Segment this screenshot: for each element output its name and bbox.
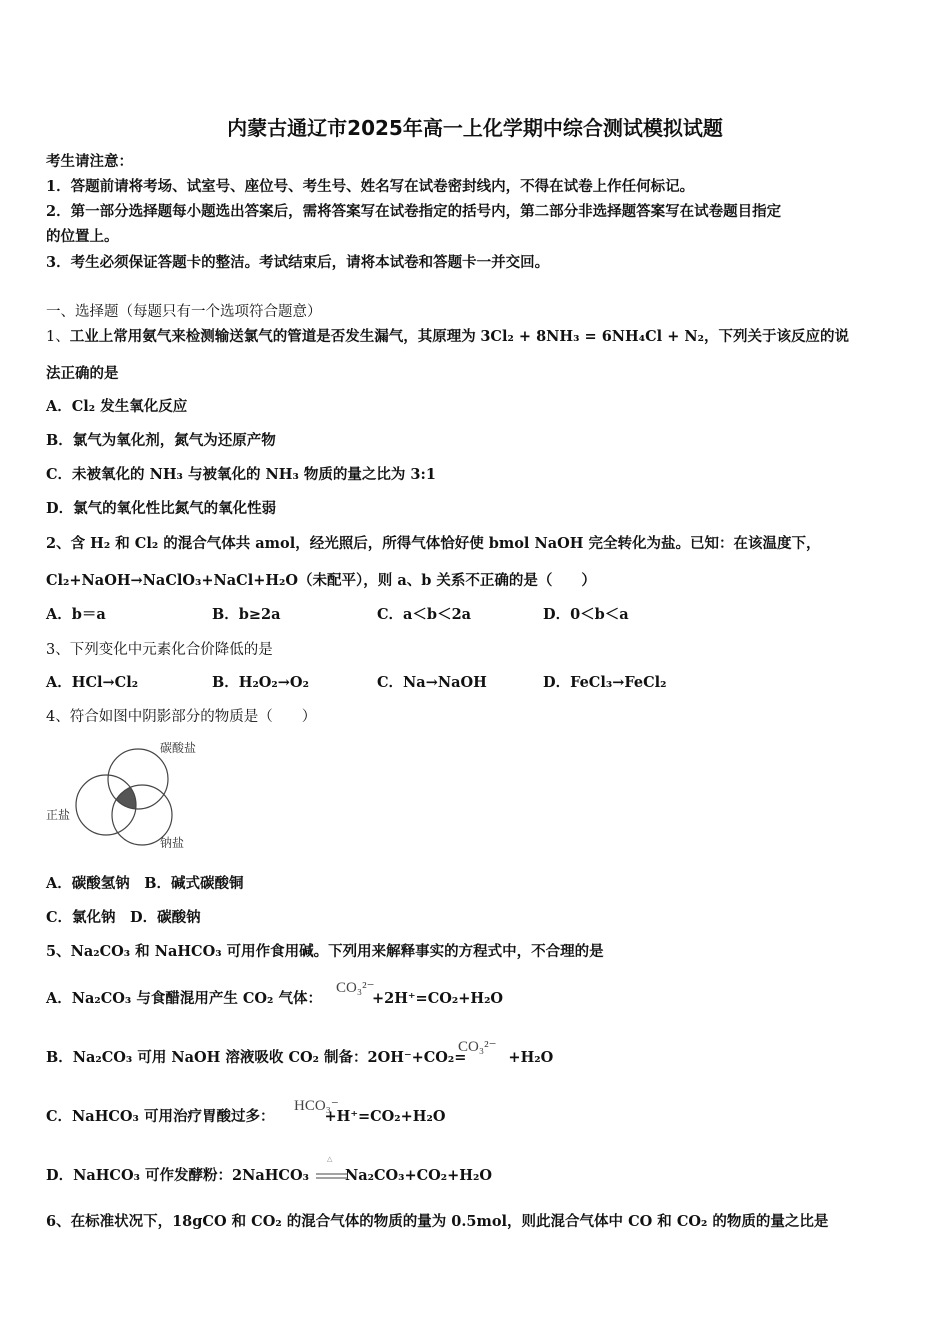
svg-text:△: △ <box>327 1155 333 1163</box>
venn-label-carbonate: 碳酸盐 <box>160 741 197 755</box>
q1-option-c: C．未被氧化的 NH₃ 与被氧化的 NH₃ 物质的量之比为 3:1 <box>46 466 436 483</box>
venn-diagram <box>44 734 214 854</box>
q4-options-ab: A．碳酸氢钠 B．碱式碳酸铜 <box>46 875 244 892</box>
q3-option-b: B．H₂O₂→O₂ <box>212 674 309 691</box>
q3-stem: 3、下列变化中元素化合价降低的是 <box>46 642 273 658</box>
q1-option-d: D．氯气的氧化性比氮气的氧化性弱 <box>46 500 277 517</box>
q3-option-d: D．FeCl₃→FeCl₂ <box>543 674 667 691</box>
venn-label-sodium-salt: 钠盐 <box>160 836 185 850</box>
q5-option-c: C．NaHCO₃ 可用治疗胃酸过多： +H⁺=CO₂+H₂O <box>46 1108 446 1125</box>
q2-option-a: A．b＝a <box>46 606 106 623</box>
notice-item: 3．考生必须保证答题卡的整洁。考试结束后，请将本试卷和答题卡一并交回。 <box>46 254 550 271</box>
q6-stem: 6、在标准状况下，18gCO 和 CO₂ 的混合气体的物质的量为 0.5mol，则此混合气体中 CO 和 CO₂ 的物质的量之比是 <box>46 1213 829 1230</box>
q3-option-a: A．HCl→Cl₂ <box>46 674 139 691</box>
q5-option-b: B．Na₂CO₃ 可用 NaOH 溶液吸收 CO₂ 制备：2OH⁻+CO₂= +H₂O <box>46 1049 554 1066</box>
q5-option-a: A．Na₂CO₃ 与食醋混用产生 CO₂ 气体： +2H⁺=CO₂+H₂O <box>46 990 504 1007</box>
q1-option-a: A．Cl₂ 发生氧化反应 <box>46 398 188 415</box>
notice-item: 的位置上。 <box>46 228 119 245</box>
q2-stem-cont: Cl₂+NaOH→NaClO₃+NaCl+H₂O（未配平），则 a、b 关系不正确的是（ ） <box>46 572 596 589</box>
q2-option-c: C．a＜b＜2a <box>377 606 472 623</box>
q1-stem: 1、工业上常用氨气来检测输送氯气的管道是否发生漏气，其原理为 3Cl₂ + 8NH₃ = 6NH₄Cl + N₂，下列关于该反应的说 <box>46 328 850 345</box>
q4-stem: 4、符合如图中阴影部分的物质是（ ） <box>46 709 317 725</box>
notice-heading: 考生请注意： <box>46 153 133 170</box>
venn-label-normal-salt: 正盐 <box>46 808 71 822</box>
carbonate-ion: CO₃²⁻ <box>458 1039 497 1055</box>
q1-option-b: B．氯气为氧化剂，氮气为还原产物 <box>46 432 276 449</box>
section-heading: 一、选择题（每题只有一个选项符合题意） <box>46 304 322 320</box>
q2-option-d: D．0＜b＜a <box>543 606 629 623</box>
q4-options-cd: C．氯化钠 D．碳酸钠 <box>46 909 201 926</box>
q1-stem-cont: 法正确的是 <box>46 365 119 382</box>
q5-stem: 5、Na₂CO₃ 和 NaHCO₃ 可用作食用碱。下列用来解释事实的方程式中，不合理的是 <box>46 943 604 960</box>
heat-arrow-icon <box>314 1152 350 1188</box>
q1-equation: 3Cl₂ + 8NH₃ = 6NH₄Cl + N₂ <box>480 328 705 345</box>
q2-option-b: B．b≥2a <box>212 606 281 623</box>
carbonate-ion: CO₃²⁻ <box>336 980 375 996</box>
notice-item: 1．答题前请将考场、试室号、座位号、考生号、姓名写在试卷密封线内，不得在试卷上作任何标记。 <box>46 178 695 195</box>
venn-circle-carbonate <box>108 749 168 809</box>
q5-option-d: D．NaHCO₃ 可作发酵粉：2NaHCO₃ Na₂CO₃+CO₂+H₂O <box>46 1167 492 1184</box>
notice-item: 2．第一部分选择题每小题选出答案后，需将答案写在试卷指定的括号内，第二部分非选择题答案写在试卷题目指定 <box>46 203 782 220</box>
q2-stem: 2、含 H₂ 和 Cl₂ 的混合气体共 amol，经光照后，所得气体恰好使 bmol NaOH 完全转化为盐。已知：在该温度下， <box>46 535 821 552</box>
q3-option-c: C．Na→NaOH <box>377 674 487 691</box>
bicarbonate-ion: HCO₃⁻ <box>294 1098 339 1114</box>
page-title: 内蒙古通辽市2025年高一上化学期中综合测试模拟试题 <box>227 116 723 140</box>
